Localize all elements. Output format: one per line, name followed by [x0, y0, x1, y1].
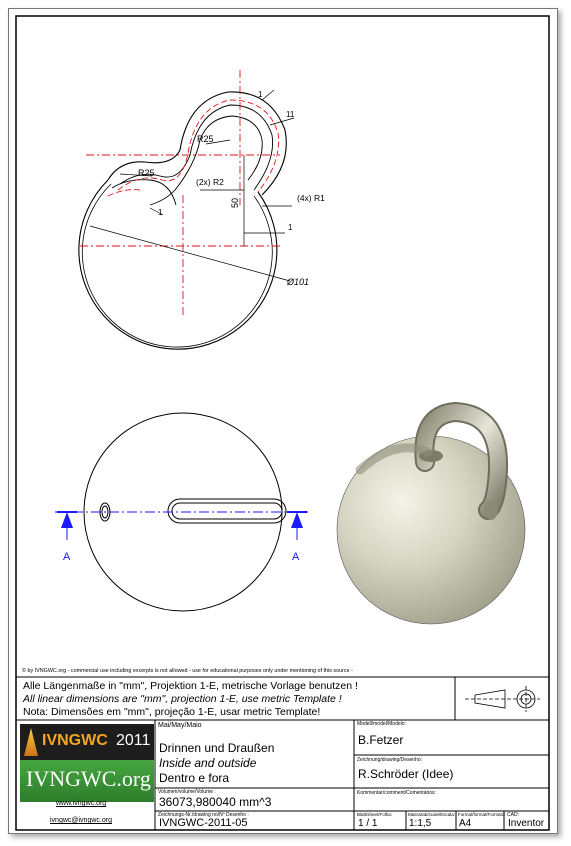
scale-label: Massstab/scale/Escala:: [408, 812, 456, 817]
dim-1-top: 1: [258, 90, 263, 99]
title-de: Drinnen und Draußen: [159, 741, 275, 755]
website-link[interactable]: www.ivngwc.org: [56, 800, 107, 807]
dim-50: 50: [230, 197, 240, 208]
section-marker: [55, 512, 308, 540]
tube-inner: [150, 116, 262, 205]
model-label: Modell/model/Modelo:: [357, 721, 406, 727]
dim-11: 11: [286, 110, 295, 119]
dim-r2: (2x) R2: [196, 177, 224, 187]
scale-value: 1:1,5: [409, 818, 432, 829]
dim-r25-upper: R25: [197, 134, 214, 144]
logo-bottom-band: [20, 760, 154, 802]
sphere-outline: [79, 180, 277, 349]
format-label: Format/format/Formato:: [458, 812, 506, 817]
sheet-label: Blatt/sheet/Folha:: [357, 812, 393, 817]
tube-lower-arc: [112, 180, 176, 205]
dim-r1: (4x) R1: [297, 193, 325, 203]
section-label-left: A: [63, 551, 71, 563]
sheet-value: 1 / 1: [358, 818, 378, 829]
title-en: Inside and outside: [159, 756, 257, 770]
iso-view: [337, 412, 525, 624]
cad-label: CAD:: [507, 812, 519, 818]
iso-hole-side: [484, 500, 498, 520]
note-de: Alle Längenmaße in "mm", Projektion 1-E, metrische Vorlage benutzen !: [23, 680, 358, 692]
logo-site: IVNGWC.org: [26, 766, 151, 791]
ivngwc-logo: [20, 724, 154, 802]
dim-diameter: Ø101: [287, 277, 310, 287]
volume-label: Volumen/volume/Volume :: [158, 789, 216, 795]
logo-top-band: [20, 724, 154, 760]
dim-1-left: 1: [158, 208, 163, 217]
email-link[interactable]: ivngwc@ivngwc.org: [50, 817, 112, 824]
logo-year: 2011: [116, 732, 151, 749]
title-pt: Dentro e fora: [159, 771, 230, 785]
note-en: All linear dimensions are "mm", projection 1-E, use metric Template !: [23, 693, 342, 705]
comment-label: Kommentar/comment/Comentários:: [357, 790, 436, 796]
drawing-value: R.Schröder (Idee): [358, 767, 454, 781]
cad-value: Inventor: [508, 818, 545, 829]
dim-r25-lower: R25: [138, 168, 155, 178]
format-value: A4: [459, 818, 472, 829]
drawing-no-value: IVNGWC-2011-05: [159, 817, 248, 829]
note-pt: Nota: Dimensões em "mm", projeção 1-E, usar metric Template!: [23, 706, 321, 718]
title-label: Mai/May/Maio: [158, 722, 202, 729]
logo-figure-icon: [24, 728, 38, 756]
logo-name: IVNGWC: [42, 732, 108, 749]
section-label-right: A: [292, 551, 300, 563]
dim-1-right: 1: [288, 223, 293, 232]
drawing-label: Zeichnung/drawing/Desenho:: [357, 757, 423, 763]
model-value: B.Fetzer: [358, 733, 404, 747]
projection-symbol: [465, 686, 540, 712]
section-centerlines: [80, 70, 280, 318]
front-tube-inner: [172, 503, 282, 519]
copyright-notice: © by IVNGWC.org - commercial use including excerpts is not allowed - use for educational purposes only under mentioning of this source -: [22, 668, 353, 674]
volume-value: 36073,980040 mm^3: [159, 795, 272, 809]
drawing-no-label: Zeichnungs-Nr./drawing no/Nº Desenho :: [158, 812, 249, 818]
